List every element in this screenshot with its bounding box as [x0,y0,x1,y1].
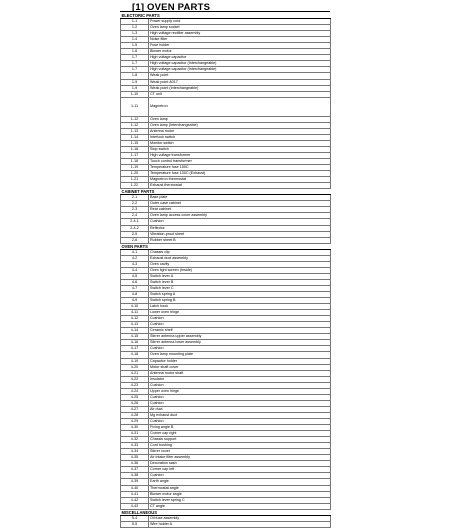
part-description: Power supply cord [149,19,331,25]
section-heading: ELECTORIC PARTS [121,13,331,19]
part-ref: 1-13 [121,128,149,134]
part-ref: 1-22 [121,183,149,189]
part-ref: 4-4 [121,267,149,273]
part-description: Antenna motor [149,128,331,134]
part-ref: 4-3 [121,261,149,267]
part-description: Blower motor angle [149,491,331,497]
section-heading: MISCELLANEOUS [121,509,331,515]
part-description: CT unit [149,91,331,97]
part-description: Exhaust thermostat [149,183,331,189]
part-description: Lower oven hinge [149,310,331,316]
part-description: High voltage capacitor (Interchangeable) [149,61,331,67]
part-description: Magnetron thermostat [149,177,331,183]
part-description: Switch lever spring C [149,497,331,503]
part-description: Cushion [149,346,331,352]
part-ref: 2-4-2 [121,225,149,231]
part-description: Blower motor [149,49,331,55]
part-description: Oven cavity [149,261,331,267]
table-row [121,97,331,116]
part-ref: 2-4 [121,213,149,219]
part-description: Mg exhaust duct [149,412,331,418]
part-ref: 4-7 [121,285,149,291]
part-ref: 4-38 [121,473,149,479]
page-title: [1] OVEN PARTS [132,2,211,13]
part-description: Rear cabinet [149,207,331,213]
part-description: Cushion [149,419,331,425]
section-heading: CABINET PARTS [121,189,331,195]
parts-table [120,13,331,528]
part-description: Antenna motor shaft [149,370,331,376]
part-ref: 2-2 [121,201,149,207]
part-ref: 4-33 [121,443,149,449]
part-ref: 4-19 [121,358,149,364]
part-description: Weak point [149,73,331,79]
part-description: Vibration-proof sheet [149,231,331,237]
part-description: Temperature fuse 130C (Exhaust) [149,171,331,177]
part-description: Outer case cabinet [149,201,331,207]
part-ref: 1-7 [121,55,149,61]
part-description: High voltage transformer [149,152,331,158]
part-description: Switch spring A [149,292,331,298]
part-description: Switch lever C [149,285,331,291]
part-description: Oven lamp (Interchangeable) [149,122,331,128]
part-ref: 4-20 [121,364,149,370]
part-ref: 5-5 [121,521,149,527]
part-description: High voltage capacitor [149,55,331,61]
part-ref: 4-14 [121,328,149,334]
part-ref: 1-17 [121,152,149,158]
part-description: Wire holder A [149,521,331,527]
part-ref: 1-7 [121,67,149,73]
part-description: Insulator [149,376,331,382]
part-description: Oven light screen (Inside) [149,267,331,273]
part-description: Stirrer cover [149,449,331,455]
part-ref: 1-12 [121,122,149,128]
part-ref: 1-8 [121,73,149,79]
part-description: Latch hook [149,304,331,310]
parts-table-body [121,13,331,527]
part-description: High voltage rectifier assembly [149,31,331,37]
part-ref: 2-4-1 [121,219,149,225]
part-ref: 4-28 [121,412,149,418]
part-ref: 1-10 [121,91,149,97]
part-ref: 4-31 [121,431,149,437]
part-description: Touch control transformer [149,158,331,164]
part-ref: 1-6 [121,49,149,55]
part-ref: 4-8 [121,292,149,298]
part-description: Oven lamp mounting plate [149,352,331,358]
part-description: Oven lamp [149,116,331,122]
part-description: Oven lamp access cover assembly [149,213,331,219]
part-ref: 4-36 [121,461,149,467]
part-description: Cushion [149,400,331,406]
part-ref: 4-13 [121,322,149,328]
part-description: Magnetron [149,97,331,116]
part-ref: 4-27 [121,406,149,412]
part-ref: 4-2 [121,255,149,261]
part-ref: 1-7 [121,61,149,67]
part-description: Air intake filter assembly [149,455,331,461]
part-ref: 2-1 [121,195,149,201]
part-ref: 5-4 [121,515,149,521]
part-description: Stop switch [149,146,331,152]
part-description: Fuse holder [149,43,331,49]
title-rule [120,11,330,12]
part-ref: 4-25 [121,394,149,400]
part-ref: 4-42 [121,497,149,503]
part-ref: 1-11 [121,97,149,116]
part-ref: 4-1 [121,249,149,255]
part-description: Stirrer antenna lower assembly [149,340,331,346]
part-ref: 4-43 [121,503,149,509]
part-description: Cushion [149,219,331,225]
part-ref: 4-12 [121,316,149,322]
part-description: Monitor switch [149,140,331,146]
part-ref: 4-35 [121,455,149,461]
part-ref: 1-19 [121,165,149,171]
part-ref: 1-16 [121,146,149,152]
part-ref: 4-23 [121,382,149,388]
part-ref: 1-14 [121,134,149,140]
part-description: Corner cap left [149,467,331,473]
part-description: Temperature fuse 150C [149,165,331,171]
part-description: CT angle [149,503,331,509]
part-ref: 4-32 [121,437,149,443]
part-description: Stirrer antenna upper assembly [149,334,331,340]
table-row [121,521,331,527]
part-description: Rubber sheet B [149,237,331,243]
part-description: Exhaust duct assembly [149,255,331,261]
part-description: Reflector [149,225,331,231]
part-description: Chassis clip [149,249,331,255]
part-ref: 4-22 [121,376,149,382]
part-ref: 4-21 [121,370,149,376]
part-description: Cushion [149,382,331,388]
part-ref: 4-11 [121,310,149,316]
part-description: Interlock switch [149,134,331,140]
part-description: Air duct [149,406,331,412]
part-ref: 1-21 [121,177,149,183]
part-ref: 4-34 [121,449,149,455]
part-ref: 4-15 [121,334,149,340]
part-description: Upper oven hinge [149,388,331,394]
part-ref: 1-1 [121,19,149,25]
part-ref: 1-9 [121,85,149,91]
part-ref: 4-40 [121,485,149,491]
part-description: Oil fuse assembly [149,515,331,521]
part-ref: 4-39 [121,479,149,485]
part-description: Switch spring B [149,298,331,304]
part-ref: 1-5 [121,43,149,49]
part-description: Cushion [149,473,331,479]
part-ref: 1-4 [121,37,149,43]
part-ref: 4-29 [121,419,149,425]
part-description: Cushion [149,322,331,328]
part-description: Switch lever A [149,273,331,279]
part-description: Switch lever B [149,279,331,285]
part-ref: 4-30 [121,425,149,431]
part-ref: 1-12 [121,116,149,122]
part-description: Motor shaft cover [149,364,331,370]
part-ref: 1-3 [121,31,149,37]
part-ref: 4-10 [121,304,149,310]
part-ref: 1-15 [121,140,149,146]
part-description: Weak point (Interchangeable) [149,85,331,91]
part-description: Weak point A017 [149,79,331,85]
part-ref: 4-41 [121,491,149,497]
part-description: High voltage capacitor (Interchangeable) [149,67,331,73]
part-description: Thermostat angle [149,485,331,491]
part-description: Cushion [149,316,331,322]
part-description: Decoration sash [149,461,331,467]
part-ref: 2-3 [121,207,149,213]
part-ref: 4-5 [121,273,149,279]
part-ref: 4-24 [121,388,149,394]
part-description: Fixing angle B [149,425,331,431]
part-description: Capacitor holder [149,358,331,364]
part-ref: 1-9 [121,79,149,85]
part-ref: 2-6 [121,237,149,243]
part-description: Ceramic shelf [149,328,331,334]
part-description: Chassis support [149,437,331,443]
part-ref: 1-18 [121,158,149,164]
part-description: Base plate [149,195,331,201]
part-ref: 4-9 [121,298,149,304]
part-description: Corner cap right [149,431,331,437]
part-ref: 2-5 [121,231,149,237]
part-description: Earth angle [149,479,331,485]
part-ref: 1-2 [121,25,149,31]
part-ref: 4-26 [121,400,149,406]
part-ref: 4-6 [121,279,149,285]
part-description: Oven lamp socket [149,25,331,31]
part-ref: 4-17 [121,346,149,352]
part-ref: 4-37 [121,467,149,473]
part-description: Cord bushing [149,443,331,449]
part-description: Cushion [149,394,331,400]
section-heading: OVEN PARTS [121,243,331,249]
part-ref: 1-20 [121,171,149,177]
part-description: Noise filter [149,37,331,43]
part-ref: 4-18 [121,352,149,358]
part-ref: 4-16 [121,340,149,346]
